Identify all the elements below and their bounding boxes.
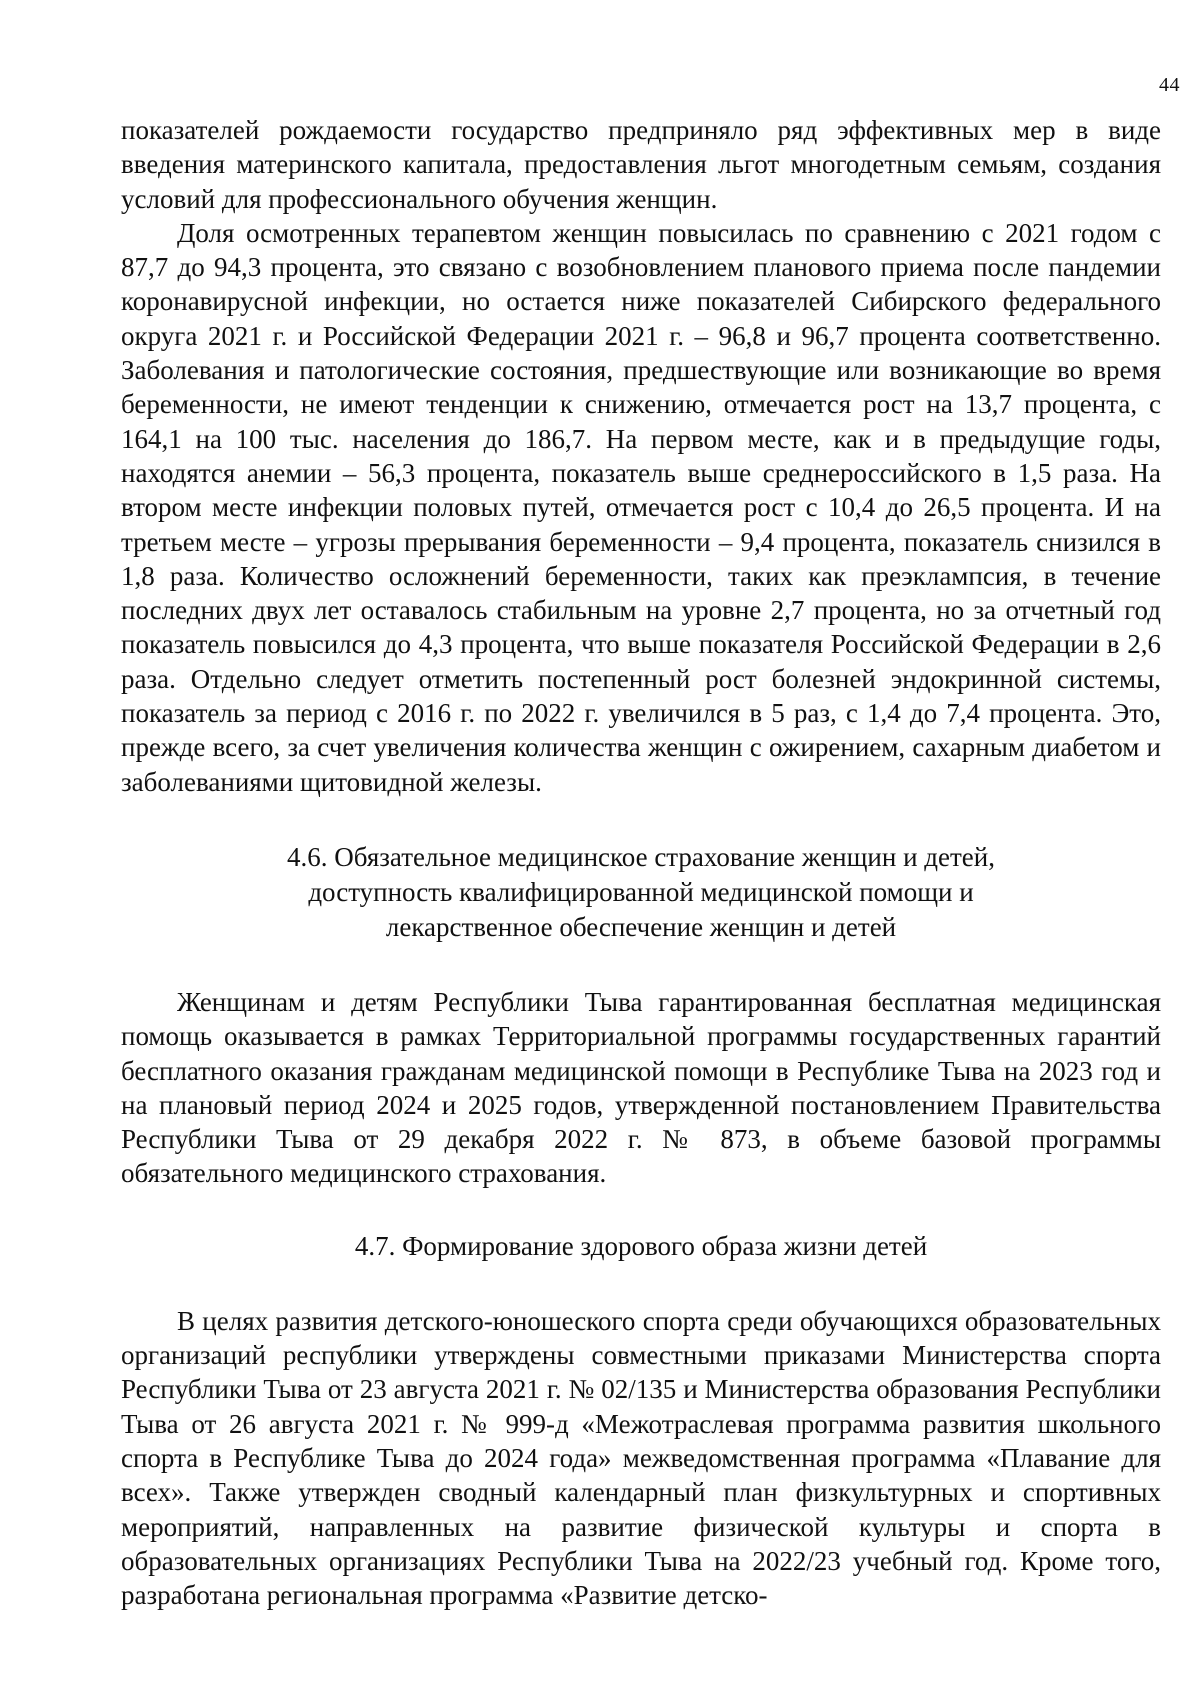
paragraph-youth-sport: В целях развития детского-юношеского спорта среди обучающихся образовательных организаций республики утверждены совместными приказами Министерства спорта Республики Тыва от 23 августа 2021 г. № 02/135 и Министерства образования Республики Тыва от 26 августа 2021 г. № 999-д «Межотраслевая программа развития школьного спорта в Республике Тыва до 2024 года» межведомственная программа «Плавание для всех». Также утвержден сводный календарный план физкультурных и спортивных мероприятий, направленных на развитие физической культуры и спорта в образовательных организациях Республики Тыва на 2022/23 учебный год. Кроме того, разработана региональная программа «Развитие детско-: [121, 1305, 1161, 1611]
document-body: [121, 113, 1161, 1612]
page-number: 44: [1159, 74, 1180, 96]
paragraph-free-medical-care: Женщинам и детям Республики Тыва гарантированная бесплатная медицинская помощь оказывается в рамках Территориальной программы государственных гарантий бесплатного оказания гражданам медицинской помощи в Республике Тыва на 2023 год и на плановый период 2024 и 2025 годов, утвержденной постановлением Правительства Республики Тыва от 29 декабря 2022 г. № 873, в объеме базовой программы обязательного медицинского страхования.: [121, 986, 1161, 1189]
paragraph-women-health-statistics: Доля осмотренных терапевтом женщин повысилась по сравнению с 2021 годом с 87,7 до 94,3 процента, это связано с возобновлением планового приема после пандемии коронавирусной инфекции, но остается ниже показателей Сибирского федерального округа 2021 г. и Российской Федерации 2021 г. – 96,8 и 96,7 процента соответственно. Заболевания и патологические состояния, предшествующие или возникающие во время беременности, не имеют тенденции к снижению, отмечается рост на 13,7 процента, с 164,1 на 100 тыс. населения до 186,7. На первом месте, как и в предыдущие годы, находятся анемии – 56,3 процента, показатель выше среднероссийского в 1,5 раза. На втором месте инфекции половых путей, отмечается рост с 10,4 до 26,5 процента. И на третьем месте – угрозы прерывания беременности – 9,4 процента, показатель снизился в 1,8 раза. Количество осложнений беременности, таких как преэклампсия, в течение последних двух лет оставалось стабильным на уровне 2,7 процента, но за отчетный год показатель повысился до 4,3 процента, что выше показателя Российской Федерации в 2,6 раза. Отдельно следует отметить постепенный рост болезней эндокринной системы, показатель за период с 2016 г. по 2022 г. увеличился в 5 раз, с 1,4 до 7,4 процента. Это, прежде всего, за счет увеличения количества женщин с ожирением, сахарным диабетом и заболеваниями щитовидной железы.: [121, 217, 1161, 797]
section-heading-4-7: 4.7. Формирование здорового образа жизни детей: [354, 1230, 928, 1261]
paragraph-birthrate-measures: показателей рождаемости государство предприняло ряд эффективных мер в виде введения материнского капитала, предоставления льгот многодетным семьям, создания условий для профессионального обучения женщин.: [121, 115, 1161, 214]
section-heading-4-6: 4.6. Обязательное медицинское страхование женщин и детей, доступность квалифицированной медицинской помощи и лекарственное обеспечение женщин и детей: [287, 841, 995, 942]
